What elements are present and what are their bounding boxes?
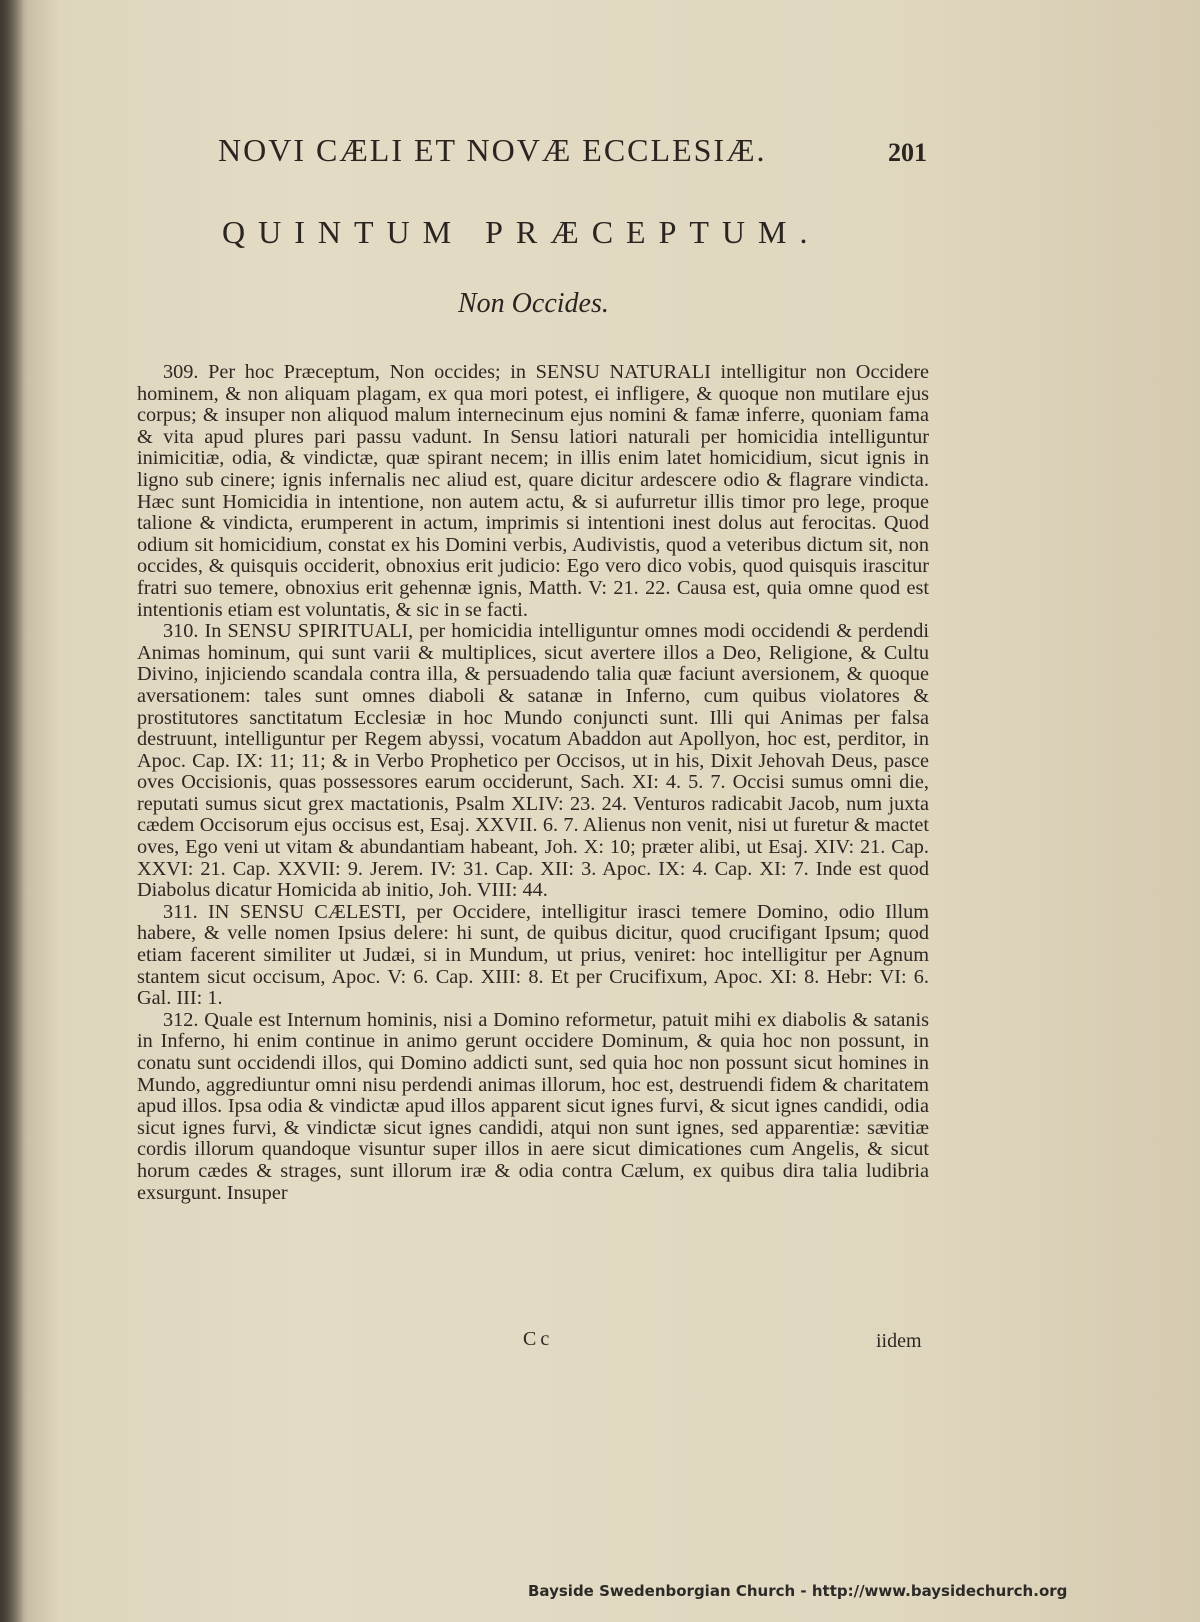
paragraph-311: 311. IN SENSU CÆLESTI, per Occidere, intelligitur irasci temere Domino, odio Illum habere, & velle nomen Ipsius delere: hi sunt, de quibus dicitur, quod crucifigant Ipsum; quod etiam facerent similiter ut Judæi, si in Mundum, ut prius, veniret: hoc intelligitur per Agnum stantem sicut occisum, Apoc. V: 6. Cap. XIII: 8. Et per Crucifixum, Apoc. XI: 8. Hebr: VI: 6. Gal. III: 1. [137,900,929,1010]
section-title: QUINTUM PRÆCEPTUM. [222,214,821,250]
paragraph-310: 310. In SENSU SPIRITUALI, per homicidia intelliguntur omnes modi occidendi & perdendi Animas hominum, qui sunt varii & multiplices, sicut avertere illos a Deo, Religione, & Cultu Divino, injiciendo scandala contra illa, & persuadendo talia quæ faciunt aversionem, & quoque aversationem: tales sunt omnes diaboli & satanæ in Inferno, cum quibus violatores & prostitutores sanctitatum Ecclesiæ in hoc Mundo conjuncti sunt. Illi qui Animas per falsa destruunt, intelliguntur per Regem abyssi, vocatum Abaddon aut Apollyon, hoc est, perditor, in Apoc. Cap. IX: 11; 11; & in Verbo Prophetico per Occisos, ut in his, Dixit Jehovah Deus, pasce oves Occisionis, quas possessores earum occiderunt, Sach. XI: 4. 5. 7. Occisi sumus omni die, reputati sumus sicut grex mactationis, Psalm XLIV: 23. 24. Venturos radicabit Jacob, num juxta cædem Occisorum ejus occisus est, Esaj. XXVII. 6. 7. Alienus non venit, nisi ut furetur & mactet oves, Ego veni ut vitam & abundantiam habeant, Joh. X: 10; præter alibi, ut Esaj. XIV: 21. Cap. XXVI: 21. Cap. XXVII: 9. Jerem. IV: 31. Cap. XII: 3. Apoc. IX: 4. Cap. XI: 7. Inde est quod Diabolus dicatur Homicida ab initio, Joh. VIII: 44. [137,620,929,902]
section-subtitle: Non Occides. [458,288,609,319]
paragraph-309: 309. Per hoc Præceptum, Non occides; in SENSU NATURALI intelligitur non Occidere hominem, & non aliquam plagam, ex qua mori potest, ei infligere, & quoque non mutilare ejus corpus; & insuper non aliquod malum internecinum ejus nomini & famæ inferre, quoniam fama & vita apud plures pari passu vadunt. In Sensu latiori naturali per homicidia intelliguntur inimicitiæ, odia, & vindictæ, quæ spirant necem; in illis enim latet homicidium, sicut ignis in ligno sub cinere; ignis infernalis nec aliud est, quare dicitur ardescere odio & flagrare vindicta. Hæc sunt Homicidia in intentione, non autem actu, & si aufurretur illis timor pro lege, proque talione & vindicta, erumperent in actum, imprimis si intentioni inest dolus aut ferocitas. Quod odium sit homicidium, constat ex his Domini verbis, Audivistis, quod a veteribus dictum sit, non occides, & quisquis occiderit, obnoxius erit judicio: Ego vero dico vobis, quod quisquis irascitur fratri suo temere, obnoxius erit gehennæ ignis, Matth. V: 21. 22. Causa est, quia omne quod est intentionis etiam est voluntatis, & sic in se facti. [137,361,929,621]
signature-mark: Cc [523,1328,554,1350]
page-number: 201 [888,138,927,167]
running-head: NOVI CÆLI ET NOVÆ ECCLESIÆ. [218,132,767,168]
book-spine-shadow [0,0,24,1622]
source-watermark: Bayside Swedenborgian Church - http://www.baysidechurch.org [528,1582,1068,1600]
catchword: iidem [876,1330,922,1352]
paragraph-312: 312. Quale est Internum hominis, nisi a Domino reformetur, patuit mihi ex diabolis & satanis in Inferno, hi enim continue in animo gerunt occidere Dominum, & quia hoc non possunt, in conatu sunt occidendi illos, qui Domino addicti sunt, sed quia hoc non possunt sicut homines in Mundo, aggrediuntur omni nisu perdendi animas illorum, hoc est, destruendi fidem & charitatem apud illos. Ipsa odia & vindictæ apud illos apparent sicut ignes furvi, & sicut ignes candidi, odia sicut ignes furvi, & vindictæ sicut ignes candidi, atqui non sunt ignes, sed apparentiæ: sævitiæ cordis illorum quandoque visuntur super illos in aere sicut dimicationes cum Angelis, & sicut horum cædes & strages, sunt illorum iræ & odia contra Cælum, ex quibus dira talia ludibria exsurgunt. Insuper [137,1008,929,1204]
body-text [137,362,929,1204]
